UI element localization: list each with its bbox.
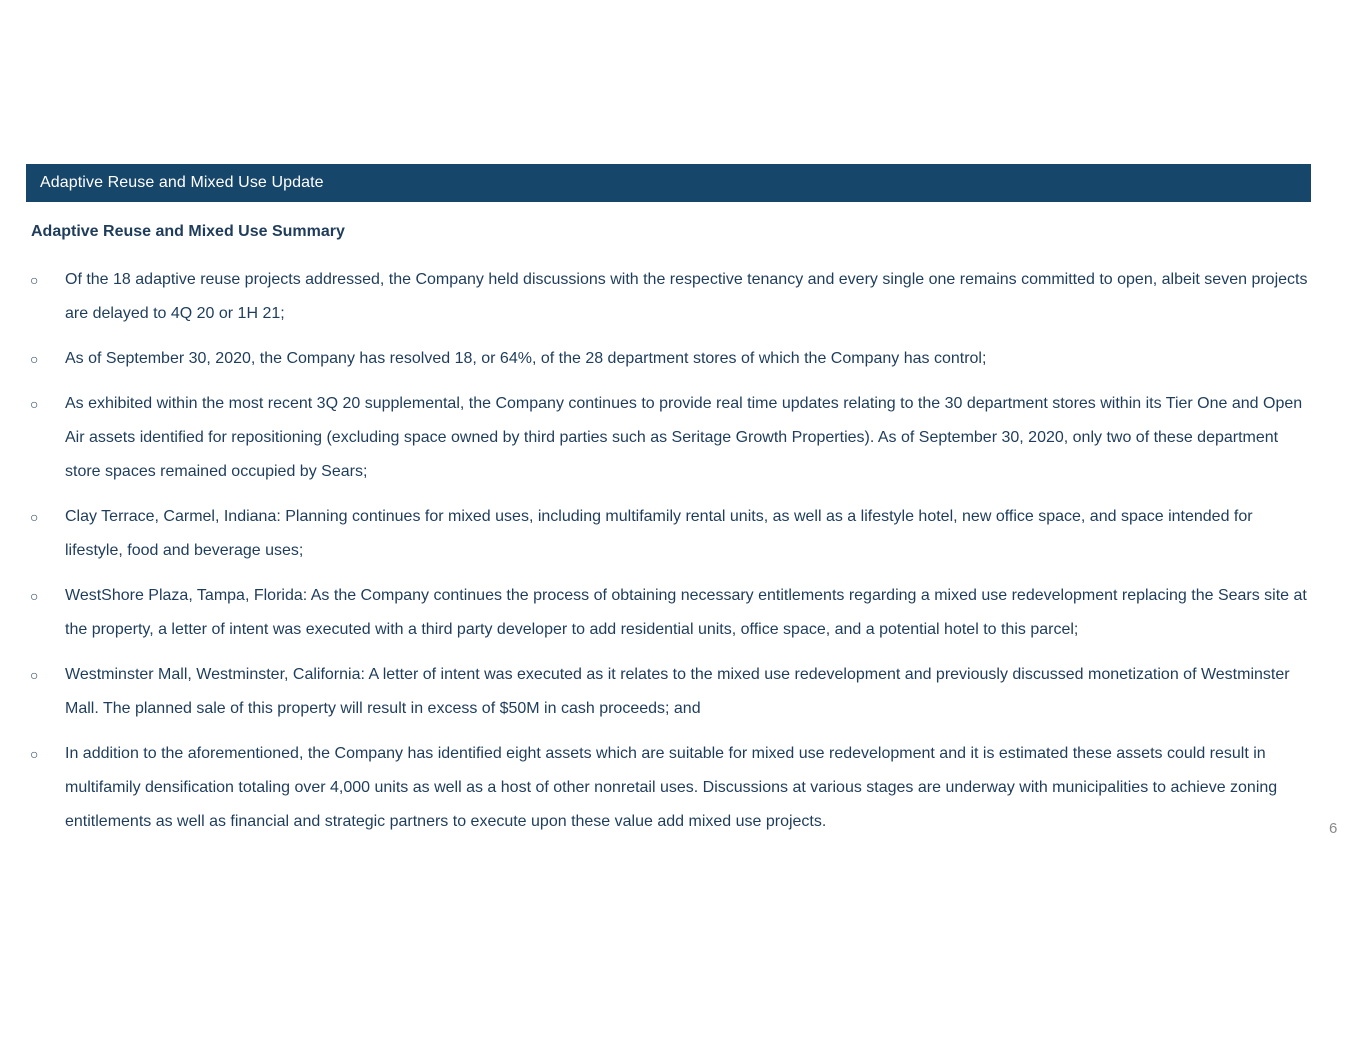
bullet-item [0, 387, 1310, 489]
bullet-marker: ○ [30, 351, 39, 367]
bullet-text: In addition to the aforementioned, the Company has identified eight assets which are suitable for mixed use redevelopment and it is estimated these assets could result in multifamily densification totaling over 4,000 units as well as a host of other nonretail uses. Discussions at various stages are underway with municipalities to achieve zoning entitlements as well as financial and strategic partners to execute upon these value add mixed use projects. [65, 745, 1278, 830]
bullet-text: Westminster Mall, Westminster, California: A letter of intent was executed as it relates to the mixed use redevelopment and previously discussed monetization of Westminster Mall. The planned sale of this property will result in excess of $50M in cash proceeds; and [65, 666, 1290, 717]
bullet-text: As exhibited within the most recent 3Q 20 supplemental, the Company continues to provide real time updates relating to the 30 department stores within its Tier One and Open Air assets identified for repositioning (excluding space owned by third parties such as Seritage Growth Properties). As of September 30, 2020, only two of these department store spaces remained occupied by Sears; [65, 395, 1303, 480]
bullet-item [0, 342, 1310, 376]
header-title: Adaptive Reuse and Mixed Use Update [40, 174, 324, 191]
bullet-list [0, 263, 1310, 850]
bullet-text: Clay Terrace, Carmel, Indiana: Planning continues for mixed uses, including multifamily rental units, as well as a lifestyle hotel, new office space, and space intended for lifestyle, food and beverage uses; [65, 508, 1253, 559]
header-bar [26, 164, 1311, 202]
bullet-marker: ○ [30, 588, 39, 604]
page-number: 6 [1329, 820, 1338, 837]
bullet-item [0, 263, 1310, 331]
bullet-item [0, 500, 1310, 568]
bullet-marker: ○ [30, 667, 39, 683]
bullet-text: As of September 30, 2020, the Company has resolved 18, or 64%, of the 28 department stores of which the Company has control; [65, 350, 987, 367]
section-title: Adaptive Reuse and Mixed Use Summary [31, 223, 345, 240]
bullet-text: WestShore Plaza, Tampa, Florida: As the Company continues the process of obtaining necessary entitlements regarding a mixed use redevelopment replacing the Sears site at the property, a letter of intent was executed with a third party developer to add residential units, office space, and a potential hotel to this parcel; [65, 587, 1307, 638]
bullet-marker: ○ [30, 272, 39, 288]
bullet-marker: ○ [30, 509, 39, 525]
bullet-marker: ○ [30, 396, 39, 412]
bullet-marker: ○ [30, 746, 39, 762]
bullet-item [0, 579, 1310, 647]
bullet-item [0, 737, 1310, 839]
bullet-item [0, 658, 1310, 726]
bullet-text: Of the 18 adaptive reuse projects addressed, the Company held discussions with the respective tenancy and every single one remains committed to open, albeit seven projects are delayed to 4Q 20 or 1H 21; [65, 271, 1308, 322]
